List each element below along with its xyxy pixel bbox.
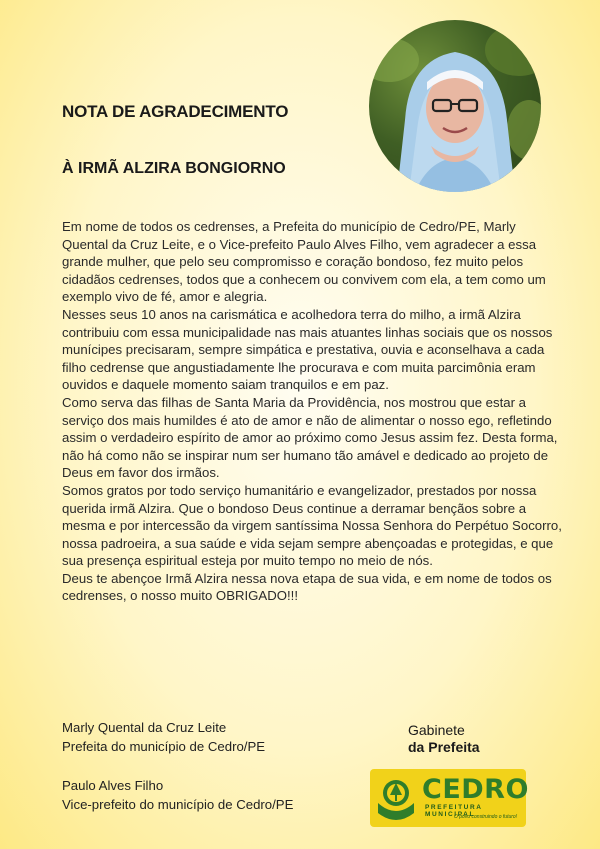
- office-label: [408, 722, 480, 756]
- portrait-illustration: [369, 20, 541, 192]
- vice-mayor-name: Paulo Alves Filho: [62, 778, 164, 793]
- paragraph: Somos gratos por todo serviço humanitário e evangelizador, prestados por nossa querida irmã Alzira. Que o bondoso Deus continue a derramar bençãos sobre a mesma e por intercessão da virgem santíssima Nossa Senhora do Perpétuo Socorro, nossa padroeira, a sua saúde e vida sejam sempre abençoadas e protegidas, e que sua presença espiritual esteja por muito tempo no meio de nós.: [62, 482, 562, 569]
- mayor-role: Prefeita do município de Cedro/PE: [62, 739, 266, 754]
- logo-subtitle: PREFEITURA MUNICIPAL: [425, 804, 483, 818]
- paragraph: Nesses seus 10 anos na carismática e acolhedora terra do milho, a irmã Alzira contribuiu com essa municipalidade nas mais atuantes linhas sociais que os nossos munícipes precisaram, sempre simpática e prestativa, ouvia e aconselhava a cada filho cedrense que angustiadamente lhe procurava e com muita parcimônia eram ouvidos e daquele momento saiam tranquilos e em paz.: [62, 306, 553, 393]
- paragraph: Como serva das filhas de Santa Maria da Providência, nos mostrou que estar a serviço dos mais humildes é ato de amor e não de alimentar o nosso ego, refletindo assim o verdadeiro espírito de amor ao próximo como Jesus assim fez. Desta forma, não há como não se inspirar num ser humano tão amável e dedicado ao projeto de Deus em favor dos irmãos.: [62, 394, 558, 481]
- mayor-name: Marly Quental da Cruz Leite: [62, 720, 227, 735]
- vice-mayor-signature: [62, 776, 293, 814]
- paragraph: Deus te abençoe Irmã Alzira nessa nova etapa de sua vida, e em nome de todos os cedrenses, o nosso muito OBRIGADO!!!: [62, 570, 552, 604]
- body-text: [62, 218, 562, 605]
- office-line-2: da Prefeita: [408, 739, 480, 755]
- cedar-emblem-icon: [374, 773, 418, 823]
- office-line-1: Gabinete: [408, 722, 465, 738]
- document-title: NOTA DE AGRADECIMENTO: [62, 102, 289, 121]
- mayor-signature: [62, 718, 265, 756]
- paragraph: Em nome de todos os cedrenses, a Prefeita do município de Cedro/PE, Marly Quental da Cruz Leite, e o Vice-prefeito Paulo Alves Filho, vem agradecer a essa grande mulher, que pelo seu compromisso e coração bondoso, fez muito pelos cidadãos cedrenses, todos que a conhecem ou convivem com ela, a tem como um exemplo vivo de fé, amor e alegria.: [62, 219, 546, 305]
- vice-mayor-role: Vice-prefeito do município de Cedro/PE: [62, 797, 294, 812]
- document-subtitle: À IRMÃ ALZIRA BONGIORNO: [62, 160, 286, 177]
- portrait-photo: [369, 20, 541, 192]
- logo-name: CEDRO: [422, 774, 529, 805]
- city-logo: [370, 769, 529, 827]
- logo-tagline: O povo construindo o futuro!: [454, 814, 518, 820]
